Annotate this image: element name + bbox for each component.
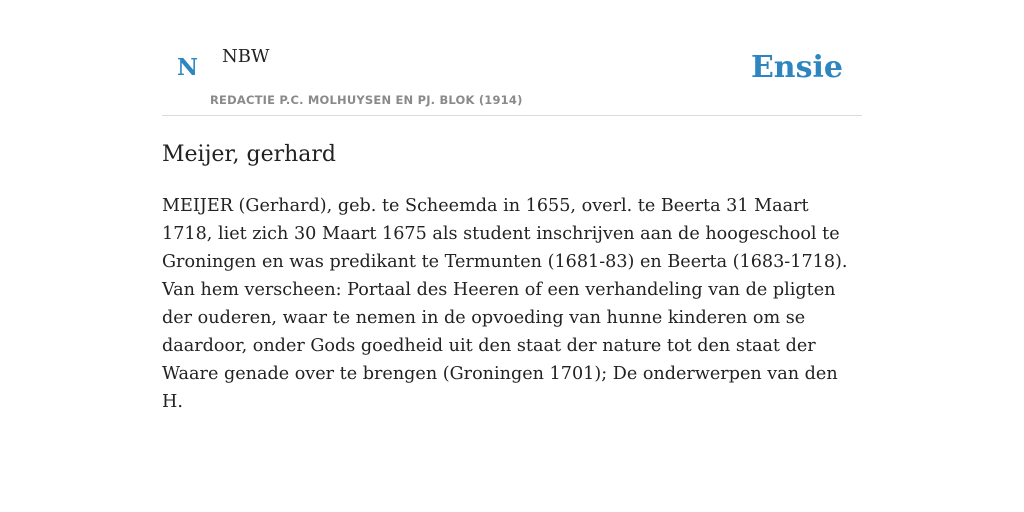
- source-title[interactable]: NBW: [222, 46, 270, 67]
- brand-logo[interactable]: Ensie: [750, 50, 843, 85]
- article-title: Meijer, gerhard: [162, 142, 337, 167]
- article-body: MEIJER (Gerhard), geb. te Scheemda in 1655, overl. te Beerta 31 Maart 1718, liet zich 30 Maart 1675 als student inschrijven aan de hoogeschool te Groningen en was predikant te Termunten (1681-83) en Beerta (1683-1718). Van hem verscheen: Portaal des Heeren of een verhandeling van de pligten der ouderen, waar te nemen in de opvoeding van hunne kinderen om se daardoor, onder Gods goedheid uit den staat der nature tot den staat der Waare genade over te brengen (Groningen 1701); De onderwerpen van den H.: [162, 196, 848, 412]
- source-header: [162, 40, 862, 116]
- source-logo[interactable]: N: [177, 54, 199, 81]
- source-subtitle: REDACTIE P.C. MOLHUYSEN EN PJ. BLOK (1914): [210, 93, 523, 107]
